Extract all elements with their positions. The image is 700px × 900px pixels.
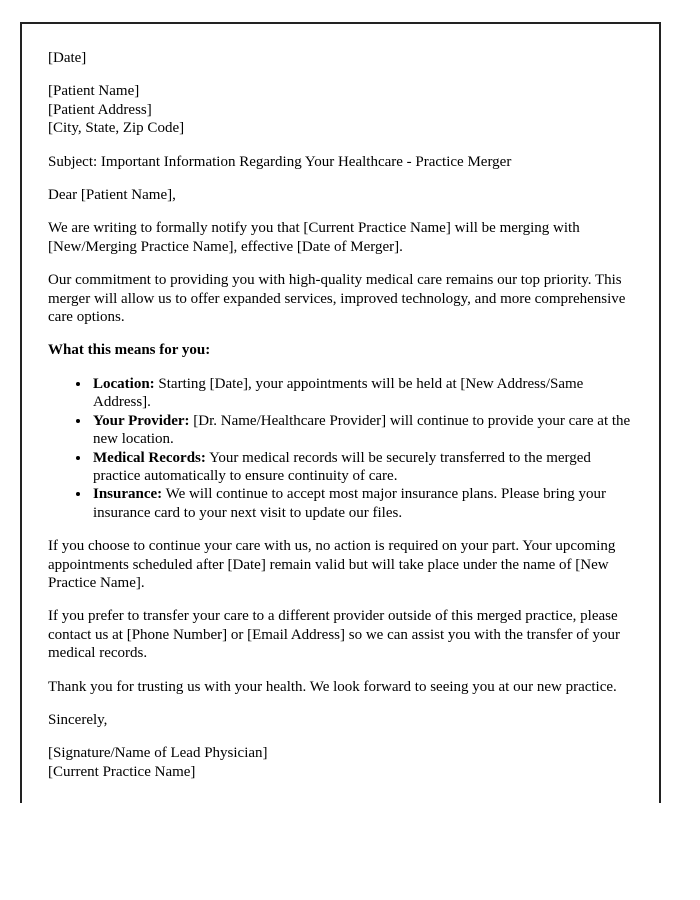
paragraph-thank-you: Thank you for trusting us with your health. We look forward to seeing you at our new practice.: [48, 678, 617, 695]
bullet-medical-records: [91, 449, 635, 486]
paragraph-merger-notice: We are writing to formally notify you that [Current Practice Name] will be merging with [New/Merging Practice Name], effective [Date of Merger].: [48, 220, 580, 255]
recipient-city-line: [City, State, Zip Code]: [48, 120, 185, 137]
paragraph-continue-care: If you choose to continue your care with us, no action is required on your part. Your upcoming appointments scheduled after [Date] remain valid but will take place under the name of [New Practice Name].: [48, 538, 616, 591]
date-line: [Date]: [48, 50, 87, 66]
bullet-medical-records-label: Medical Records:: [93, 449, 206, 466]
bullet-provider-text: [Dr. Name/Healthcare Provider] will continue to provide your care at the new location.: [93, 412, 631, 448]
bullet-medical-records-text: Your medical records will be securely transferred to the merged practice automatically to ensure continuity of care.: [93, 449, 591, 484]
salutation: Dear [Patient Name],: [48, 187, 176, 204]
bullet-provider: [91, 412, 635, 449]
bullet-insurance: [91, 485, 635, 522]
recipient-name-line: [Patient Name]: [48, 83, 140, 100]
recipient-block: [48, 82, 635, 137]
bullet-insurance-label: Insurance:: [93, 486, 163, 503]
paragraph-commitment: Our commitment to providing you with high-quality medical care remains our top priority. This merger will allow us to offer expanded services, improved technology, and more comprehensive care options.: [48, 272, 626, 326]
bullet-provider-label: Your Provider:: [93, 412, 190, 429]
bullet-list: [48, 375, 635, 522]
section-heading: What this means for you:: [48, 342, 211, 359]
signature-practice-line: [Current Practice Name]: [48, 763, 196, 780]
signature-block: [48, 744, 635, 781]
recipient-address-line: [Patient Address]: [48, 101, 152, 118]
letter-page: [20, 22, 661, 803]
bullet-insurance-text: We will continue to accept most major insurance plans. Please bring your insurance card to your next visit to update our files.: [93, 486, 606, 521]
signoff: Sincerely,: [48, 711, 108, 728]
signature-physician-line: [Signature/Name of Lead Physician]: [48, 745, 268, 762]
subject-line: Subject: Important Information Regarding Your Healthcare - Practice Merger: [48, 153, 512, 170]
bullet-location-text: Starting [Date], your appointments will be held at [New Address/Same Address].: [93, 375, 584, 411]
paragraph-transfer-care: If you prefer to transfer your care to a different provider outside of this merged practice, please contact us at [Phone Number] or [Email Address] so we can assist you with the transfer of your medical records.: [48, 608, 620, 662]
bullet-location: [91, 375, 635, 412]
bullet-location-label: Location:: [93, 375, 155, 392]
